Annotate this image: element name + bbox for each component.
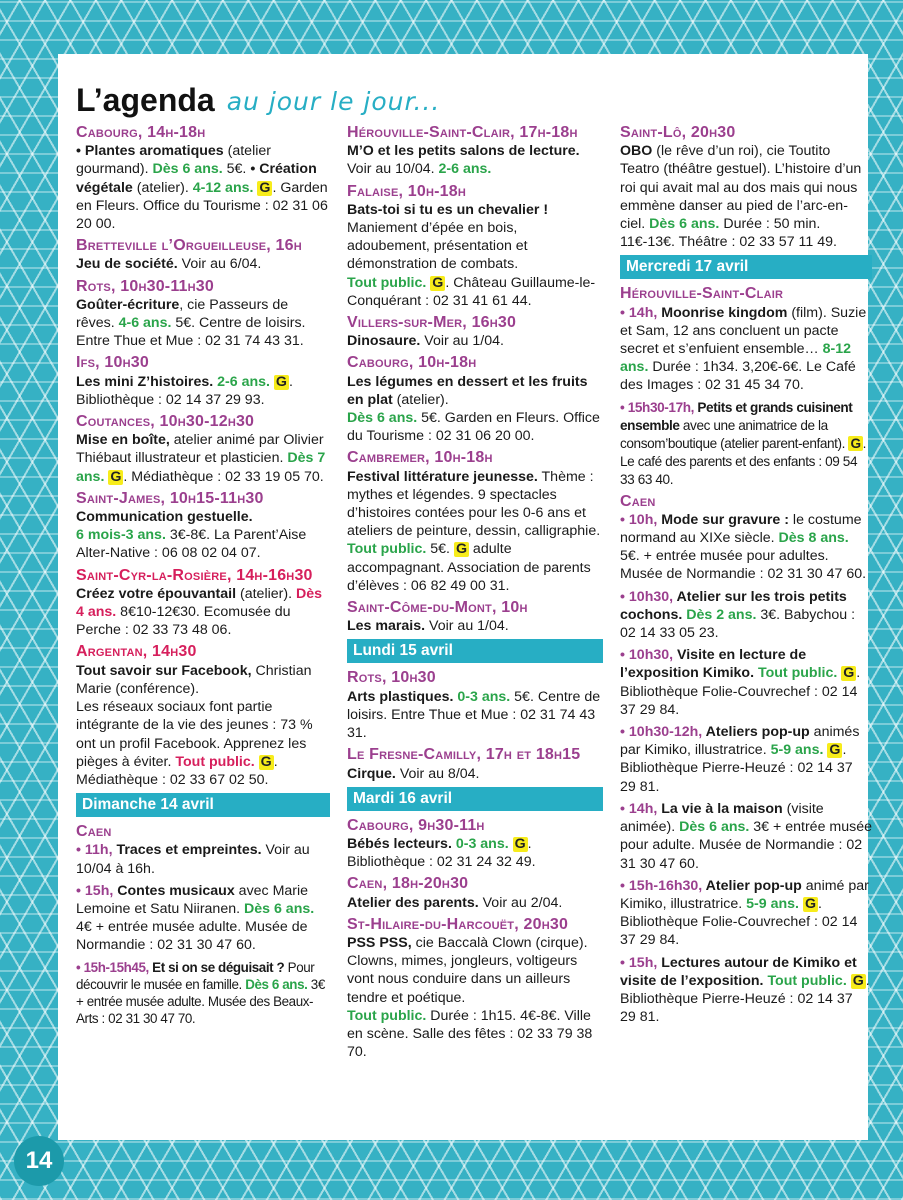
event-text: 5€. Centre de loisirs. Entre Thue et Mue : 02 31 74 43 31. <box>347 688 601 742</box>
event-entry <box>347 817 603 872</box>
event-time: • 10h, <box>620 511 658 528</box>
event-entry <box>620 124 872 251</box>
event-text: 5€. <box>222 161 251 178</box>
event-text: . Le café des parents et des enfants : 09 54 33 63 40. <box>620 435 867 487</box>
event-entry <box>76 567 330 640</box>
audience-label: Tout public. <box>347 541 427 558</box>
age-label: Dès 6 ans. <box>679 819 750 836</box>
event-place: Cabourg, 10h-18h <box>347 354 477 372</box>
event-text: . Bibliothèque Pierre-Heuzé : 02 14 37 29 81. <box>620 972 870 1026</box>
age-label: 4-12 ans. <box>192 179 254 196</box>
free-badge: G <box>804 895 816 912</box>
page-subtitle: au jour le jour... <box>226 87 441 116</box>
event-text: (le rêve d’un roi), cie Toutito Teatro (théâtre gestuel). L’histoire d’un roi qui avait mal au dos mais qui nous emmène danser au pied de l’arc-en-ciel. <box>620 143 862 233</box>
event-title: OBO <box>620 143 653 160</box>
audience-label: Tout public. <box>763 972 847 989</box>
event-time: • 14h, <box>620 304 658 321</box>
event-title: La vie à la maison <box>657 800 783 817</box>
audience-label: Tout public. <box>347 274 427 291</box>
event-title: Bébés lecteurs. <box>347 835 452 852</box>
event-place: Le Fresne-Camilly, 17h et 18h15 <box>347 746 581 764</box>
event-entry <box>347 875 603 911</box>
event-entry <box>76 413 330 486</box>
age-label: 0-3 ans. <box>451 835 509 852</box>
event-title: Moonrise kingdom <box>657 304 788 321</box>
event-text: Durée : 1h15. 4€-8€. Ville en scène. Salle des fêtes : 02 33 79 38 70. <box>347 1007 593 1061</box>
event-title: Mise en boîte, <box>76 432 170 449</box>
event-place: Rots, 10h30 <box>347 669 436 687</box>
event-body <box>76 255 330 273</box>
event-text: 3€. Babychou : 02 14 33 05 23. <box>620 606 856 642</box>
event-place: Villers-sur-Mer, 16h30 <box>347 314 517 332</box>
event-entry <box>620 399 872 489</box>
event-body <box>347 617 603 635</box>
age-label: Dès 6 ans. <box>244 900 315 917</box>
event-title: • Plantes aromatiques <box>76 143 224 160</box>
event-text: . Bibliothèque Folie-Couvrechef : 02 14 37 29 84. <box>620 895 858 949</box>
event-text: adulte accompagnant. Association de parents d’élèves : 06 82 49 00 31. <box>347 541 591 594</box>
event-text: (atelier). <box>236 585 296 602</box>
event-body <box>76 662 330 789</box>
free-badge: G <box>455 541 467 558</box>
event-place: Hérouville-Saint-Clair <box>620 285 784 303</box>
event-text: (visite animée). <box>620 800 824 836</box>
event-text: cie Baccalà Clown (cirque). Clowns, mimes, jongleurs, voltigeurs vont nous conduire dans un ailleurs tendre et poétique. <box>347 934 588 1006</box>
audience-label: Tout public. <box>175 753 255 770</box>
event-body <box>76 431 330 486</box>
event-text: 5€. + entrée musée pour adultes. Musée de Normandie : 02 31 30 47 60. <box>620 548 867 583</box>
event-place: Cambremer, 10h-18h <box>347 449 493 467</box>
event-text: avec une animatrice de la consom’boutique (atelier parent-enfant). <box>620 417 849 451</box>
event-text: Voir au 6/04. <box>177 256 262 273</box>
event-place: St-Hilaire-du-Harcouët, 20h30 <box>347 915 569 933</box>
event-title: Mode sur gravure : <box>657 511 789 528</box>
event-text: (atelier gourmand). <box>76 143 271 178</box>
event-text: 5€. Centre de loisirs. Entre Thue et Mue : 02 31 74 43 31. <box>76 315 306 350</box>
event-time: • 15h-16h30, <box>620 877 703 894</box>
event-text: . Château Guillaume-le-Conquérant : 02 31 41 61 44. <box>347 274 596 309</box>
event-entry <box>620 954 872 1027</box>
age-label: Dès 6 ans. <box>649 216 720 233</box>
event-place: Saint-James, 10h15-11h30 <box>76 489 264 507</box>
event-text: Durée : 1h34. 3,20€-6€. Le Café des Images : 02 31 45 34 70. <box>620 359 856 394</box>
event-title: Visite en lecture de l’exposition Kimiko. <box>620 647 807 682</box>
event-body <box>347 835 603 871</box>
event-entry <box>76 643 330 789</box>
event-entry <box>347 314 603 350</box>
event-place: Saint-Cyr-la-Rosière, 14h-16h30 <box>76 566 313 584</box>
event-text: , cie Passeurs de rêves. <box>76 296 289 332</box>
event-text: 3€-8€. La Parent’Aise Alter-Native : 06 08 02 04 07. <box>76 527 307 562</box>
event-entry <box>76 237 330 273</box>
event-entry <box>76 490 330 563</box>
age-label: 0-3 ans. <box>453 688 511 705</box>
age-label: 4-6 ans. <box>118 315 172 332</box>
audience-label: Tout public. <box>754 665 838 682</box>
event-entry <box>620 646 872 719</box>
event-title: Atelier des parents. <box>347 894 479 911</box>
free-badge: G <box>514 835 526 852</box>
event-entry <box>347 124 603 179</box>
event-text: (film). Suzie et Sam, 12 ans concluent un pacte secret et s’enfuient ensemble… <box>620 304 867 358</box>
event-body <box>76 373 330 409</box>
event-time: • 11h, <box>76 842 113 859</box>
event-body <box>76 508 330 563</box>
free-badge: G <box>843 665 855 682</box>
free-badge: G <box>852 972 864 989</box>
event-text: 3€ + entrée musée adulte. Musée des Beaux-Arts : 02 31 30 47 70. <box>76 976 325 1026</box>
event-place: Caen <box>620 492 656 510</box>
event-text: 5€. <box>426 541 454 558</box>
column-2 <box>347 124 603 1065</box>
event-title: Et si on se déguisait ? <box>148 959 285 975</box>
day-header-sunday: Dimanche 14 avril <box>76 793 330 817</box>
event-place: Bretteville l’Orgueilleuse, 16h <box>76 237 302 255</box>
age-label: Dès 4 ans. <box>76 585 323 621</box>
event-text: Durée : 50 min. 11€-13€. Théâtre : 02 33 57 11 49. <box>620 216 837 251</box>
event-entry <box>347 183 603 310</box>
event-title: Les mini Z’histoires. <box>76 373 214 390</box>
agenda-header <box>76 70 440 116</box>
event-place: Falaise, 10h-18h <box>347 182 467 200</box>
event-title: Les marais. <box>347 618 426 635</box>
age-label: 6 mois-3 ans. <box>76 527 166 544</box>
event-title: Goûter-écriture <box>76 296 180 313</box>
event-title: Dinosaure. <box>347 333 421 350</box>
event-text: . Médiathèque : 02 33 67 02 50. <box>76 753 278 788</box>
age-label: Dès 2 ans. <box>682 606 757 623</box>
event-text: Thème : mythes et légendes. 9 spectacles d’histoires contées pour les 0-6 ans et ateliers de peinture, dessin, calligraphie. <box>347 468 601 540</box>
event-entry <box>76 278 330 351</box>
event-text: Voir au 1/04. <box>425 618 509 635</box>
event-entry <box>76 882 330 955</box>
event-time: • 10h30-12h, <box>620 724 703 741</box>
event-text: Voir au 8/04. <box>395 765 480 782</box>
event-title: Bats-toi si tu es un chevalier ! <box>347 201 549 218</box>
event-place: Rots, 10h30-11h30 <box>76 277 214 295</box>
event-text: (atelier). <box>132 179 193 196</box>
event-text: . Médiathèque : 02 33 19 05 70. <box>123 468 324 485</box>
age-label: Dès 7 ans. <box>76 450 326 485</box>
event-title: Lectures autour de Kimiko et visite de l’exposition. <box>620 954 857 989</box>
event-text: animé par Kimiko, illustratrice. <box>620 877 869 912</box>
event-text: . Bibliothèque Pierre-Heuzé : 02 14 37 29 81. <box>620 742 853 795</box>
event-entry <box>347 599 603 635</box>
event-title: M’O et les petits salons de lecture. <box>347 143 580 160</box>
free-badge: G <box>829 742 841 759</box>
event-entry <box>620 511 872 584</box>
event-body <box>347 373 603 446</box>
event-place: Hérouville-Saint-Clair, 17h-18h <box>347 124 578 141</box>
event-body <box>347 934 603 1061</box>
event-time: • 15h-15h45, <box>76 959 149 975</box>
event-entry <box>347 449 603 595</box>
event-text: . Bibliothèque Folie-Couvrechef : 02 14 37 29 84. <box>620 665 861 718</box>
event-body <box>347 332 603 350</box>
free-badge: G <box>432 274 444 291</box>
event-body <box>347 142 603 178</box>
event-title: Communication gestuelle. <box>76 509 253 526</box>
event-time: • 10h30, <box>620 588 674 605</box>
event-entry <box>76 354 330 409</box>
event-text: avec Marie Lemoine et Satu Niiranen. <box>76 882 309 917</box>
event-time: • 10h30, <box>620 647 674 664</box>
age-label: 2-6 ans. <box>213 373 270 390</box>
event-entry <box>620 588 872 643</box>
day-header-monday: Lundi 15 avril <box>347 639 603 663</box>
age-label: 2-6 ans. <box>438 161 492 178</box>
age-label: 5-9 ans. <box>746 895 799 912</box>
event-body <box>620 142 872 251</box>
event-text: Maniement d’épée en bois, adoubement, présentation et démonstration de combats. <box>347 220 528 273</box>
event-body <box>347 765 603 783</box>
event-entry <box>347 746 603 782</box>
event-title: • Création végétale <box>76 161 317 196</box>
event-text: atelier animé par Olivier Thiébaut illustrateur et plasticien. <box>76 432 324 467</box>
event-title: Atelier sur les trois petits cochons. <box>620 588 847 623</box>
page-number: 14 <box>14 1136 64 1186</box>
event-title: Tout savoir sur Facebook, <box>76 662 252 679</box>
event-entry <box>347 354 603 445</box>
event-text: Voir au 10/04. <box>347 161 439 178</box>
event-title: Les légumes en dessert et les fruits en plat <box>347 373 588 408</box>
free-badge: G <box>850 435 861 451</box>
event-text: Voir au 1/04. <box>420 333 504 350</box>
event-text: Les réseaux sociaux font partie intégrante de la vie des jeunes : 73 % ont un profil Facebook. Apprenez les pièges à éviter. <box>76 699 313 770</box>
event-title: Jeu de société. <box>76 256 178 273</box>
event-text: 4€ + entrée musée adulte. Musée de Normandie : 02 31 30 47 60. <box>76 919 308 954</box>
event-entry <box>76 124 330 233</box>
event-place: Caen, 18h-20h30 <box>347 875 469 893</box>
event-body <box>347 201 603 310</box>
event-title: Contes musicaux <box>113 882 235 899</box>
event-body <box>347 688 603 743</box>
event-text: 8€10-12€30. Ecomusée du Perche : 02 33 73 48 06. <box>76 604 291 639</box>
event-title: Créez votre épouvantail <box>76 585 237 602</box>
event-entry <box>620 877 872 950</box>
event-body <box>347 468 603 595</box>
event-text: Christian Marie (conférence). <box>76 662 312 697</box>
event-place: Cabourg, 9h30-11h <box>347 816 485 834</box>
event-title: Ateliers pop-up <box>702 724 810 741</box>
event-text: Pour découvrir le musée en famille. <box>76 959 315 992</box>
age-label: Dès 6 ans. <box>245 976 308 992</box>
event-place: Coutances, 10h30-12h30 <box>76 413 255 431</box>
free-badge: G <box>275 373 287 390</box>
event-entry <box>347 916 603 1062</box>
event-entry <box>620 304 872 395</box>
event-place: Argentan, 14h30 <box>76 643 197 661</box>
event-title: Arts plastiques. <box>347 688 454 705</box>
free-badge: G <box>110 468 122 485</box>
page-title: L’agenda <box>76 82 215 118</box>
age-label: 5-9 ans. <box>770 742 824 759</box>
event-place: Cabourg, 14h-18h <box>76 124 206 141</box>
event-title: Atelier pop-up <box>702 877 802 894</box>
event-entry <box>620 800 872 873</box>
free-badge: G <box>259 179 271 196</box>
event-title: Petits et grands cuisinent ensemble <box>620 399 853 433</box>
event-title: Cirque. <box>347 765 396 782</box>
event-body <box>76 585 330 640</box>
column-1 <box>76 124 330 1031</box>
event-time: • 15h, <box>76 882 114 899</box>
event-text: (atelier). <box>392 391 449 408</box>
event-text: . Garden en Fleurs. Office du Tourisme : 02 31 06 20 00. <box>76 179 328 233</box>
event-entry <box>620 723 872 796</box>
event-place: Ifs, 10h30 <box>76 354 149 372</box>
event-body <box>347 894 603 912</box>
age-label: Dès 6 ans. <box>152 161 223 178</box>
event-entry <box>76 959 330 1027</box>
age-label: Dès 6 ans. <box>347 410 418 427</box>
event-text: animés par Kimiko, illustratrice. <box>620 724 860 759</box>
event-time: • 15h, <box>620 954 658 971</box>
age-label: 8-12 ans. <box>620 341 852 376</box>
event-text: le costume normand au XIXe siècle. <box>620 511 862 547</box>
event-entry <box>347 669 603 742</box>
event-body <box>76 142 330 233</box>
event-text: 5€. Garden en Fleurs. Office du Tourisme : 02 31 06 20 00. <box>347 410 600 445</box>
event-text: 3€ + entrée musée pour adulte. Musée de Normandie : 02 31 30 47 60. <box>620 819 872 872</box>
event-place: Saint-Lô, 20h30 <box>620 124 736 141</box>
event-title: PSS PSS, <box>347 934 412 951</box>
audience-label: Tout public. <box>347 1007 427 1024</box>
column-3 <box>620 124 872 1030</box>
event-text: Voir au 2/04. <box>478 894 563 911</box>
event-text: . Bibliothèque : 02 14 37 29 93. <box>76 373 293 408</box>
event-time: • 14h, <box>620 800 658 817</box>
event-text: . Bibliothèque : 02 31 24 32 49. <box>347 835 536 871</box>
free-badge: G <box>260 753 272 770</box>
event-text: Voir au 10/04 à 16h. <box>76 842 310 877</box>
day-header-tuesday: Mardi 16 avril <box>347 787 603 811</box>
event-place: Caen <box>76 823 112 841</box>
event-title: Traces et empreintes. <box>112 842 262 859</box>
age-label: Dès 8 ans. <box>778 530 849 547</box>
event-time: • 15h30-17h, <box>620 399 695 415</box>
event-place: Saint-Côme-du-Mont, 10h <box>347 599 528 617</box>
event-body <box>76 296 330 351</box>
event-entry <box>76 841 330 877</box>
day-header-wednesday: Mercredi 17 avril <box>620 255 872 279</box>
event-title: Festival littérature jeunesse. <box>347 468 538 485</box>
